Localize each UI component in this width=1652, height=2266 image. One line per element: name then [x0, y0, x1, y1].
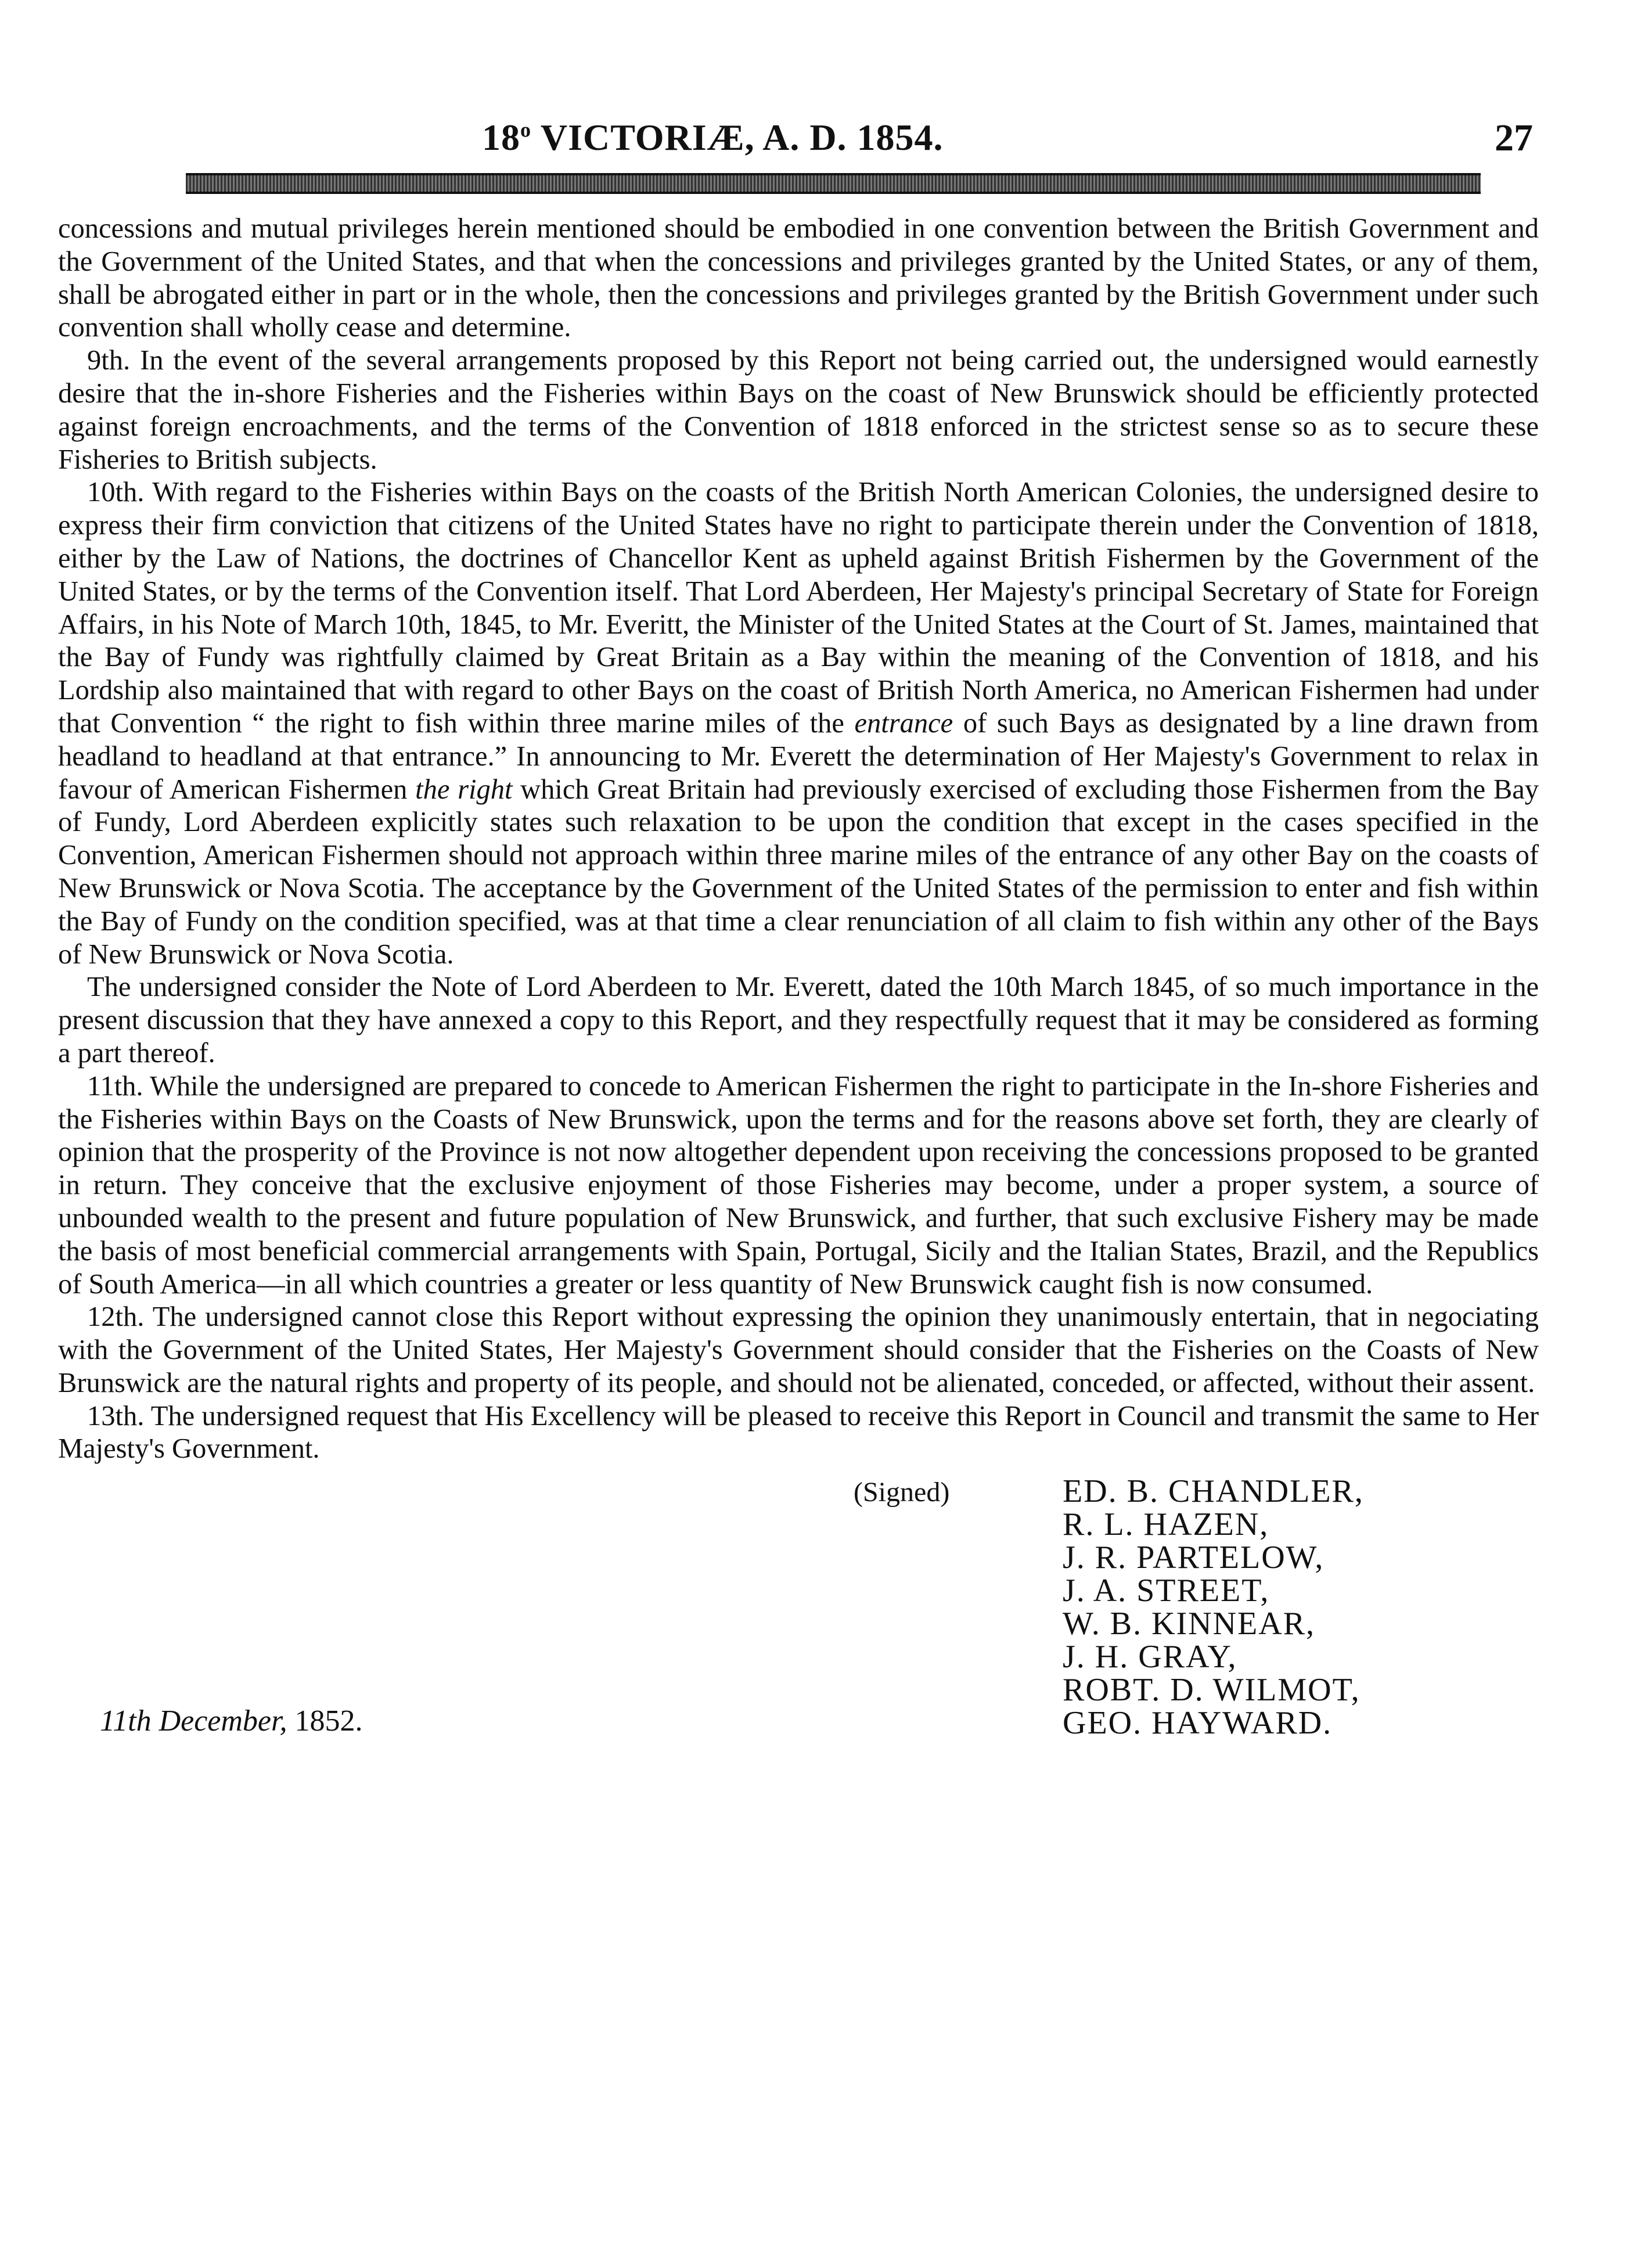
document-page: [52, 105, 1574, 2218]
signatory-name: J. H. GRAY,: [1063, 1639, 1237, 1675]
paragraph-10th-part-2: of such Bays as designated by a line drawn from headland to headland at that entrance.” In announcing to Mr. Everett the determination of Her Majesty's Government to relax in favour of American Fishermen: [58, 707, 1539, 805]
italic-entrance: entrance: [854, 707, 953, 739]
paragraph-11th: 11th. While the undersigned are prepared to concede to American Fishermen the right to participate in the In-shore Fisheries and the Fisheries within Bays on the Coasts of New Brunswick, upon the terms and for the reasons above set forth, they are clearly of opinion that the prosperity of the Province is not now altogether dependent upon receiving the concessions proposed to be granted in return. They conceive that the exclusive enjoyment of those Fisheries may become, under a proper system, a source of unbounded wealth to the present and future population of New Brunswick, and further, that such exclusive Fishery may be made the basis of most beneficial commercial arrangements with Spain, Portugal, Sicily and the Italian States, Brazil, and the Republics of South America—in all which countries a greater or less quantity of New Brunswick caught fish is now consumed.: [58, 1070, 1539, 1300]
signed-label: (Signed): [854, 1477, 950, 1508]
signatory-name: J. A. STREET,: [1063, 1573, 1270, 1609]
signatory-list: [1063, 1475, 1364, 1740]
paragraph-9th: 9th. In the event of the several arrangements proposed by this Report not being carried out, the undersigned would earnestly desire that the in-shore Fisheries and the Fisheries within Bays on the coast of New Brunswick should be efficiently protected against foreign encroachments, and the terms of the Convention of 1818 enforced in the strictest sense so as to secure these Fisheries to British subjects.: [58, 345, 1539, 475]
header-rule: [186, 173, 1481, 194]
report-body: [58, 213, 1539, 1466]
paragraph-12th: 12th. The undersigned cannot close this Report without expressing the opinion they unanimously entertain, that in negociating with the Government of the United States, Her Majesty's Government should consider that the Fisheries on the Coasts of New Brunswick are the natural rights and property of its people, and should not be alienated, conceded, or affected, without their assent.: [58, 1301, 1539, 1398]
regnal-number: 18: [482, 117, 520, 158]
paragraph-13th: 13th. The undersigned request that His Excellency will be pleased to receive this Report in Council and transmit the same to Her Majesty's Government.: [58, 1400, 1539, 1465]
signatory-name: R. L. HAZEN,: [1063, 1506, 1269, 1543]
page-header: [52, 105, 1574, 168]
paragraph-annex-note: The undersigned consider the Note of Lord Aberdeen to Mr. Everett, dated the 10th March 1845, of so much importance in the present discussion that they have annexed a copy to this Report, and they respectfully request that it may be considered as forming a part thereof.: [58, 972, 1539, 1069]
running-title: [482, 116, 944, 159]
date-year: 1852.: [287, 1704, 363, 1738]
signatory-name: ED. B. CHANDLER,: [1063, 1473, 1364, 1510]
paragraph-10th-part-1: 10th. With regard to the Fisheries within Bays on the coasts of the British North American Colonies, the undersigned desire to express their firm conviction that citizens of the United States have no right to participate therein under the Convention of 1818, either by the Law of Nations, the doctrines of Chancellor Kent as upheld against British Fishermen by the Government of the United States, or by the terms of the Convention itself. That Lord Aberdeen, Her Majesty's principal Secretary of State for Foreign Affairs, in his Note of March 10th, 1845, to Mr. Everitt, the Minister of the United States at the Court of St. James, maintained that the Bay of Fundy was rightfully claimed by Great Britain as a Bay within the meaning of the Convention of 1818, and his Lordship also maintained that with regard to other Bays on the coast of British North America, no American Fishermen had under that Convention “ the right to fish within three marine miles of the: [58, 477, 1539, 739]
regnal-superscript: o: [520, 118, 531, 142]
signatory-name: J. R. PARTELOW,: [1063, 1540, 1325, 1576]
italic-the-right: the right: [415, 774, 513, 805]
date-day-month: 11th December,: [100, 1704, 287, 1738]
title-text: VICTORIÆ, A. D. 1854.: [531, 117, 944, 158]
signatory-name: GEO. HAYWARD.: [1063, 1705, 1333, 1742]
paragraph-10th-part-3: which Great Britain had previously exercised of excluding those Fishermen from the Bay of Fundy, Lord Aberdeen explicitly states such relaxation to be upon the condition that except in the cases specified in the Convention, American Fishermen should not approach within three marine miles of the entrance of any other Bay on the coasts of New Brunswick or Nova Scotia. The acceptance by the Government of the United States of the permission to enter and fish within the Bay of Fundy on the condition specified, was at that time a clear renunciation of all claim to fish within any other of the Bays of New Brunswick or Nova Scotia.: [58, 774, 1539, 970]
page-number: 27: [1495, 117, 1533, 159]
signature-block: [52, 1472, 1574, 1774]
report-date: [100, 1704, 363, 1738]
paragraph-continuation: concessions and mutual privileges herein mentioned should be embodied in one convention between the British Government and the Government of the United States, and that when the concessions and privileges granted by the United States, or any of them, shall be abrogated either in part or in the whole, then the concessions and privileges granted by the British Government under such convention shall wholly cease and determine.: [58, 213, 1539, 343]
paragraph-10th: [58, 476, 1539, 971]
signatory-name: W. B. KINNEAR,: [1063, 1606, 1316, 1642]
signatory-name: ROBT. D. WILMOT,: [1063, 1672, 1361, 1709]
